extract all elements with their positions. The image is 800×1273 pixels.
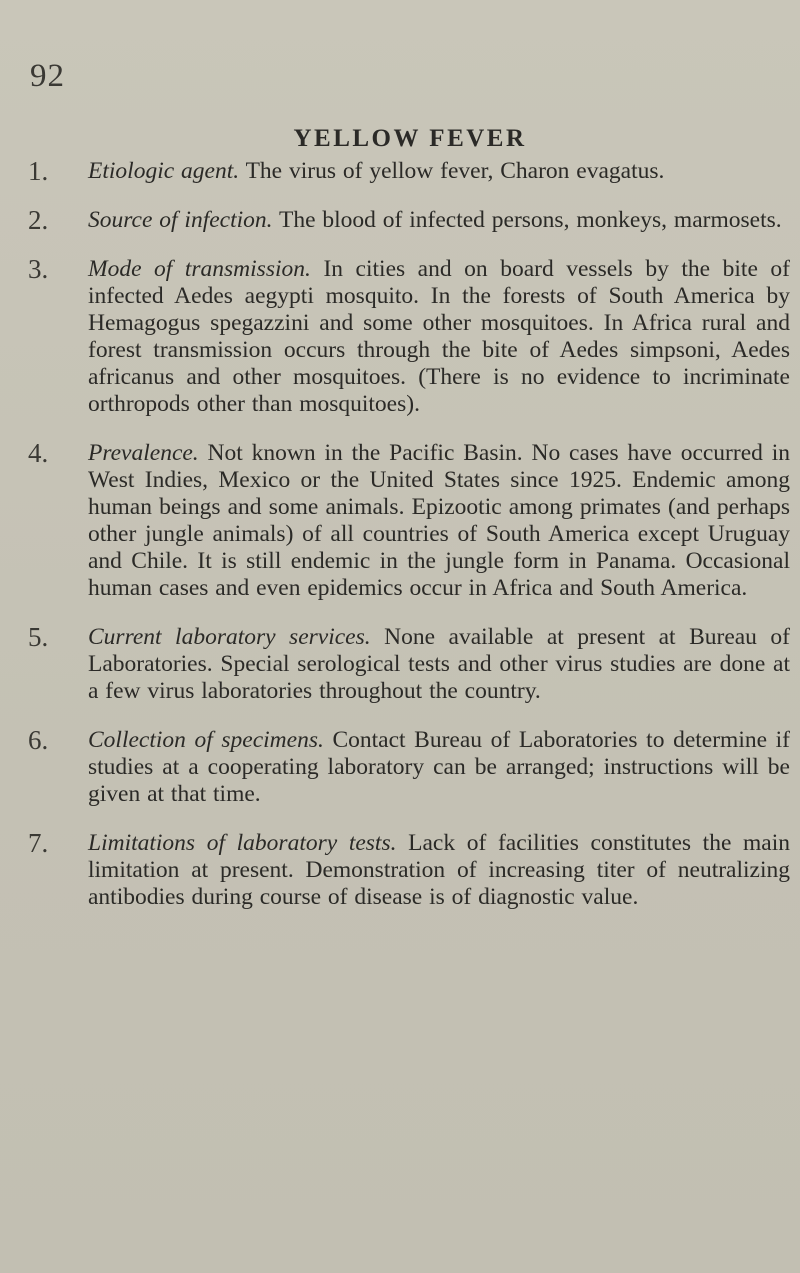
list-item <box>28 727 790 808</box>
item-paragraph <box>88 440 790 602</box>
item-number: 4. <box>28 438 49 468</box>
item-paragraph <box>88 727 790 808</box>
item-paragraph <box>88 624 790 705</box>
item-number: 1. <box>28 156 49 186</box>
item-text: The blood of infected persons, monkeys, marmosets. <box>278 207 782 233</box>
item-paragraph <box>88 207 790 234</box>
list-item <box>28 440 790 602</box>
item-number: 5. <box>28 622 49 652</box>
page-title: YELLOW FEVER <box>293 125 527 152</box>
item-text: None available at present at Bureau of Laboratories. Special serological tests and other virus studies are done at a few virus laboratories throughout the country. <box>88 624 790 704</box>
item-heading: Limitations of laboratory tests. <box>88 830 397 856</box>
item-number: 7. <box>28 828 49 858</box>
item-number: 2. <box>28 205 49 235</box>
item-heading: Mode of transmission. <box>88 256 311 282</box>
item-text: Lack of facilities constitutes the main limitation at present. Demonstration of increasing titer of neutralizing antibodies during course of disease is of diagnostic value. <box>88 830 791 910</box>
item-heading: Collection of specimens. <box>88 727 324 753</box>
list-item <box>28 158 790 185</box>
item-number: 3. <box>28 254 49 284</box>
list-item <box>28 207 790 234</box>
item-number: 6. <box>28 725 49 755</box>
list-item <box>28 830 790 911</box>
item-heading: Etiologic agent. <box>88 158 240 184</box>
item-paragraph <box>88 256 790 418</box>
item-heading: Prevalence. <box>88 440 199 466</box>
item-text: In cities and on board vessels by the bite of infected Aedes aegypti mosquito. In the forests of South America by Hemagogus spegazzini and some other mosquitoes. In Africa rural and forest transmission occurs through the bite of Aedes simpsoni, Aedes africanus and other mosquitoes. (There is no evidence to incriminate orthropods other than mosquitoes). <box>88 256 790 417</box>
item-text: Not known in the Pacific Basin. No cases have occurred in West Indies, Mexico or the United States since 1925. Endemic among human beings and some animals. Epizootic among primates (and perhaps other jungle animals) of all countries of South America except Uruguay and Chile. It is still endemic in the jungle form in Panama. Occasional human cases and even epidemics occur in Africa and South America. <box>88 440 791 601</box>
item-paragraph <box>88 158 790 185</box>
item-paragraph <box>88 830 790 911</box>
item-text: Contact Bureau of Laboratories to determine if studies at a cooperating laboratory can be arranged; instructions will be given at that time. <box>88 727 790 807</box>
list-item <box>28 256 790 418</box>
item-heading: Current laboratory services. <box>88 624 371 650</box>
list-item <box>28 624 790 705</box>
item-heading: Source of infection. <box>88 207 273 233</box>
page-number: 92 <box>30 58 65 94</box>
numbered-list <box>28 158 790 911</box>
item-text: The virus of yellow fever, Charon evagatus. <box>245 158 665 184</box>
